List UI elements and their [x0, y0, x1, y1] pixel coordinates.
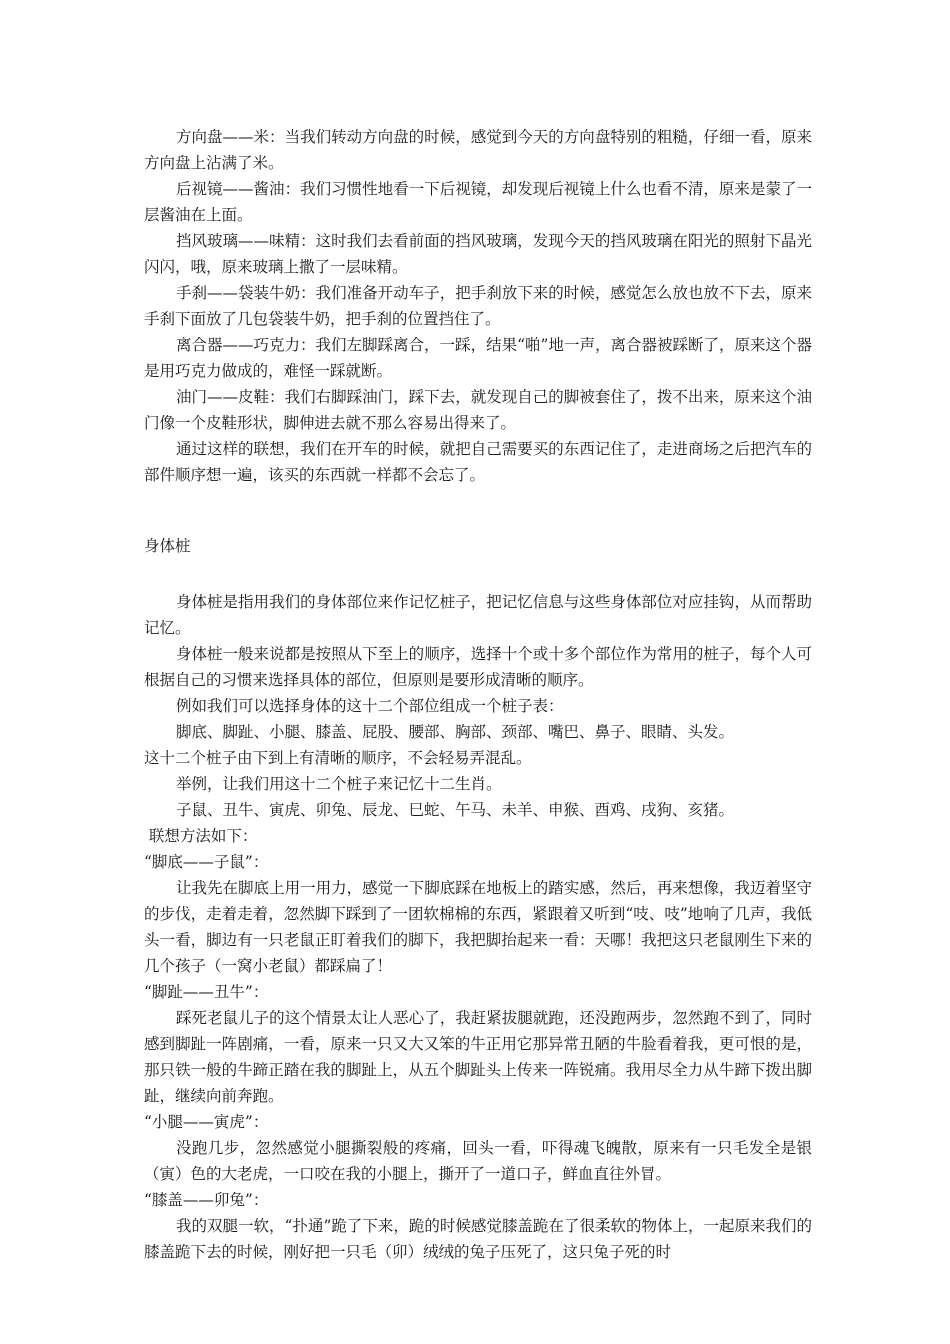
paragraph-accelerator: 油门——皮鞋：我们右脚踩油门，踩下去，就发现自己的脚被套住了，拨不出来，原来这个油门像一个皮鞋形状，脚伸进去就不那么容易出得来了。: [144, 388, 812, 432]
subheading-foot-rat: “脚底——子鼠”：: [144, 853, 269, 871]
document-page: [144, 124, 812, 1265]
paragraph-example-intro: 例如我们可以选择身体的这十二个部位组成一个桩子表：: [176, 697, 564, 715]
paragraph-clutch: 离合器——巧克力：我们左脚踩离合，一踩，结果“啪”地一声，离合器被踩断了，原来这个器是用巧克力做成的，难怪一踩就断。: [144, 336, 812, 380]
paragraph-knee-rabbit: 我的双腿一软，“扑通”跪了下来，跪的时候感觉膝盖跪在了很柔软的物体上，一起原来我们的膝盖跪下去的时候，刚好把一只毛（卯）绒绒的兔子压死了，这只兔子死的时: [144, 1217, 812, 1261]
subheading-knee-rabbit: “膝盖——卯兔”：: [144, 1191, 269, 1209]
spacer: [144, 488, 812, 533]
paragraph-definition: 身体桩是指用我们的身体部位来作记忆桩子，把记忆信息与这些身体部位对应挂钩，从而帮助记忆。: [144, 593, 812, 637]
paragraph-zodiac-intro: 举例，让我们用这十二个桩子来记忆十二生肖。: [176, 775, 502, 793]
paragraph-body-parts-list: 脚底、脚趾、小腿、膝盖、屁股、腰部、胸部、颈部、嘴巴、鼻子、眼睛、头发。: [176, 723, 735, 741]
paragraph-order-note: 这十二个桩子由下到上有清晰的顺序，不会轻易弄混乱。: [144, 749, 532, 767]
section-body-pegs: [144, 589, 812, 1265]
paragraph-windshield: 挡风玻璃——味精：这时我们去看前面的挡风玻璃，发现今天的挡风玻璃在阳光的照射下晶光闪闪，哦，原来玻璃上撒了一层味精。: [144, 232, 812, 276]
paragraph-steering-wheel: 方向盘——米：当我们转动方向盘的时候，感觉到今天的方向盘特别的粗糙，仔细一看，原来方向盘上沾满了米。: [144, 128, 812, 172]
paragraph-handbrake: 手刹——袋装牛奶：我们准备开动车子，把手刹放下来的时候，感觉怎么放也放不下去，原来手刹下面放了几包袋装牛奶，把手刹的位置挡住了。: [144, 284, 812, 328]
section-car-pegs: [144, 124, 812, 488]
paragraph-rearview-mirror: 后视镜——酱油：我们习惯性地看一下后视镜，却发现后视镜上什么也看不清，原来是蒙了一层酱油在上面。: [144, 180, 812, 224]
subheading-toe-ox: “脚趾——丑牛”：: [144, 983, 269, 1001]
paragraph-method-label: 联想方法如下：: [144, 827, 258, 845]
section-title: 身体桩: [144, 537, 191, 555]
paragraph-order: 身体桩一般来说都是按照从下至上的顺序，选择十个或十多个部位作为常用的桩子，每个人可根据自己的习惯来选择具体的部位，但原则是要形成清晰的顺序。: [144, 645, 812, 689]
paragraph-calf-tiger: 没跑几步，忽然感觉小腿撕裂般的疼痛，回头一看，吓得魂飞魄散，原来有一只毛发全是银（寅）色的大老虎，一口咬在我的小腿上，撕开了一道口子，鲜血直往外冒。: [144, 1139, 812, 1183]
paragraph-summary: 通过这样的联想，我们在开车的时候，就把自己需要买的东西记住了，走进商场之后把汽车的部件顺序想一遍，该买的东西就一样都不会忘了。: [144, 440, 812, 484]
subheading-calf-tiger: “小腿——寅虎”：: [144, 1113, 269, 1131]
paragraph-foot-rat: 让我先在脚底上用一用力，感觉一下脚底踩在地板上的踏实感，然后，再来想像，我迈着坚守的步伐，走着走着，忽然脚下踩到了一团软棉棉的东西，紧跟着又听到“吱、吱”地响了几声，我低头一看，脚边有一只老鼠正盯着我们的脚下，我把脚抬起来一看：天哪！我把这只老鼠刚生下来的几个孩子（一窝小老鼠）都踩扁了！: [144, 879, 812, 975]
paragraph-zodiac-list: 子鼠、丑牛、寅虎、卯兔、辰龙、巳蛇、午马、未羊、申猴、酉鸡、戌狗、亥猪。: [176, 801, 735, 819]
paragraph-toe-ox: 踩死老鼠儿子的这个情景太让人恶心了，我赶紧拔腿就跑，还没跑两步，忽然跑不到了，同时感到脚趾一阵剧痛，一看，原来一只又大又笨的牛正用它那异常丑陋的牛脸看着我，更可恨的是，那只铁一般的牛蹄正踏在我的脚趾上，从五个脚趾头上传来一阵锐痛。我用尽全力从牛蹄下拨出脚趾，继续向前奔跑。: [144, 1009, 812, 1105]
spacer: [144, 559, 812, 589]
